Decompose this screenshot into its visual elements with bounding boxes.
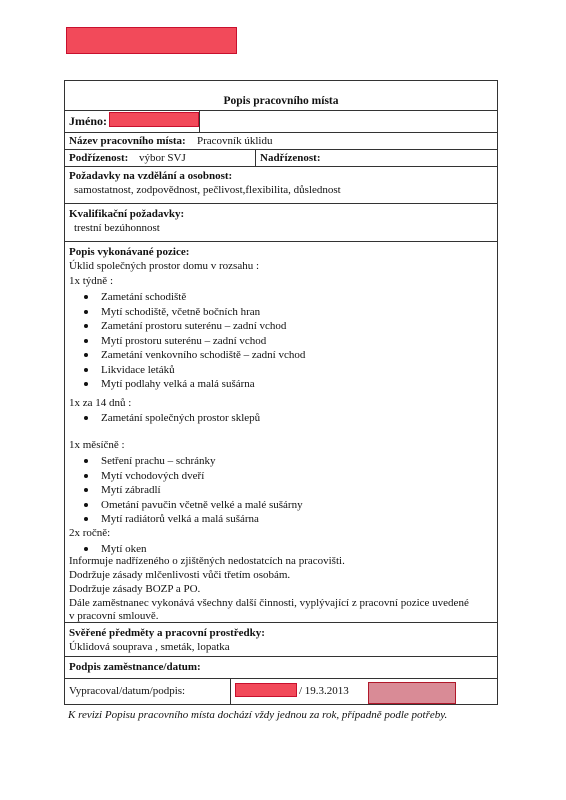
list-item: Zametání venkovního schodiště – zadní vchod	[69, 348, 305, 363]
qualification-value: trestní bezúhonnost	[74, 222, 160, 234]
redacted-name-field	[109, 112, 199, 127]
list-item: Mytí radiátorů velká a malá sušárna	[69, 512, 303, 527]
education-label: Požadavky na vzdělání a osobnost:	[69, 170, 233, 182]
list-item: Mytí schodiště, včetně bočních hran	[69, 305, 305, 320]
column-divider	[255, 150, 256, 166]
duties-row	[65, 242, 497, 623]
page-title: Popis pracovního místa	[223, 95, 339, 107]
list-item: Mytí podlahy velká a malá sušárna	[69, 377, 305, 392]
list-item: Ometání pavučin včetně velké a malé sušárny	[69, 498, 303, 513]
superiors-row	[65, 150, 497, 167]
title-row	[65, 81, 497, 111]
prepared-label: Vypracoval/datum/podpis:	[69, 685, 186, 697]
tools-row	[65, 623, 497, 657]
tools-value: Úklidová souprava , smeták, lopatka	[69, 641, 230, 653]
tools-label: Svěřené předměty a pracovní prostředky:	[69, 627, 265, 639]
footer-note: K revizi Popisu pracovního místa dochází vždy jednou za rok, případně podle potřeby.	[68, 709, 448, 721]
list-item: Mytí oken	[69, 542, 147, 557]
qualification-row	[65, 204, 497, 242]
note-line: Informuje nadřízeného o zjištěných nedostatcích na pracovišti.	[69, 555, 345, 567]
subordinate-label: Podřízenost:	[69, 152, 129, 164]
list-item: Zametání schodiště	[69, 290, 305, 305]
weekly-tasks-list	[69, 290, 305, 392]
list-item: Mytí prostoru suterénu – zadní vchod	[69, 334, 305, 349]
name-row	[65, 111, 497, 133]
subordinate-value: výbor SVJ	[139, 152, 186, 164]
monthly-tasks-list	[69, 454, 303, 527]
twice-yearly-label: 2x ročně:	[69, 527, 111, 539]
superior-label: Nadřízenost:	[260, 152, 321, 164]
biweekly-tasks-list	[69, 411, 260, 426]
duties-label: Popis vykonávané pozice:	[69, 246, 190, 258]
column-divider	[230, 679, 231, 704]
monthly-label: 1x měsíčně :	[69, 439, 125, 451]
list-item: Zametání prostoru suterénu – zadní vchod	[69, 319, 305, 334]
note-line: Dále zaměstnanec vykonává všechny další činnosti, vyplývající z pracovní pozice uvedené	[69, 597, 469, 609]
list-item: Mytí vchodových dveří	[69, 469, 303, 484]
redacted-header-block	[66, 27, 237, 54]
qualification-label: Kvalifikační požadavky:	[69, 208, 185, 220]
redacted-signature	[368, 682, 456, 704]
education-row	[65, 167, 497, 204]
list-item: Zametání společných prostor sklepů	[69, 411, 260, 426]
duties-intro: Úklid společných prostor domu v rozsahu :	[69, 260, 260, 272]
note-line: Dodržuje zásady mlčenlivosti vůči třetím osobám.	[69, 569, 291, 581]
signature-label: Podpis zaměstnance/datum:	[69, 661, 201, 673]
prepared-row	[65, 679, 497, 704]
position-row	[65, 133, 497, 150]
weekly-label: 1x týdně :	[69, 275, 113, 287]
education-value: samostatnost, zodpovědnost, pečlivost,flexibilita, důslednost	[74, 184, 341, 196]
note-line: Dodržuje zásady BOZP a PO.	[69, 583, 201, 595]
list-item: Mytí zábradlí	[69, 483, 303, 498]
signature-row	[65, 657, 497, 679]
job-description-form	[64, 80, 498, 705]
biweekly-label: 1x za 14 dnů :	[69, 397, 132, 409]
name-label: Jméno:	[69, 114, 107, 128]
position-label: Název pracovního místa:	[69, 135, 186, 147]
note-line: v pracovní smlouvě.	[69, 610, 159, 622]
redacted-preparer-name	[235, 683, 297, 697]
list-item: Setření prachu – schránky	[69, 454, 303, 469]
column-divider	[199, 111, 200, 132]
list-item: Likvidace letáků	[69, 363, 305, 378]
position-value: Pracovník úklidu	[197, 135, 273, 147]
prepared-date: / 19.3.2013	[299, 685, 349, 697]
